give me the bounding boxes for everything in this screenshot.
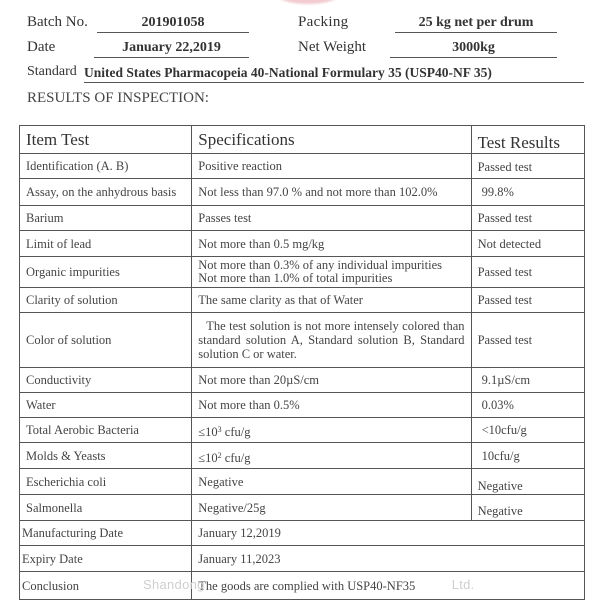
date-value: January 22,2019 [94,39,249,58]
table-row [20,495,585,521]
spec-cell: The test solution is not more intensely colored than standard solution A, Standard solution B, Standard solution C or water. [192,313,471,368]
item-cell: Color of solution [20,313,192,368]
spec-exponent: 3 [217,425,222,434]
standard-label: Standard [27,64,77,79]
spec-cell: Not more than 20µS/cm [192,368,471,393]
spec-cell: Not more than 0.5% [192,393,471,418]
results-of-inspection-title: RESULTS OF INSPECTION: [27,90,209,106]
date-label: Date [27,39,56,55]
item-cell: Total Aerobic Bacteria [20,418,192,443]
inspection-table [19,125,585,600]
net-weight-value: 3000kg [390,39,557,58]
batch-label: Batch No. [27,14,88,30]
table-row [20,257,585,288]
result-cell: 99.8% [471,179,584,206]
item-cell: Barium [20,206,192,231]
table-row [20,313,585,368]
result-cell: 10cfu/g [471,443,584,469]
expiry-date-row [20,546,585,572]
item-cell: Clarity of solution [20,288,192,313]
expiry-date-label: Expiry Date [20,546,192,572]
conclusion-text: The goods are complied with USP40-NF35 [198,578,416,593]
spec-cell [192,257,471,288]
conclusion-label: Conclusion [20,572,192,600]
table-row [20,288,585,313]
result-cell: Passed test [471,288,584,313]
column-header-specifications: Specifications [192,126,471,154]
spec-prefix: ≤10 [198,450,218,465]
spec-cell: Positive reaction [192,154,471,179]
packing-label: Packing [298,14,349,30]
result-cell: Passed test [471,313,584,368]
packing-value: 25 kg net per drum [395,14,557,33]
spec-cell: Negative [192,469,471,495]
red-seal-stamp [268,0,348,4]
spec-cell [192,443,471,469]
result-cell: 0.03% [471,393,584,418]
net-weight-label: Net Weight [298,39,367,55]
item-cell: Limit of lead [20,231,192,257]
spec-cell: Not more than 0.5 mg/kg [192,231,471,257]
result-cell: 9.1µS/cm [471,368,584,393]
item-cell: Escherichia coli [20,469,192,495]
result-cell: <10cfu/g [471,418,584,443]
spec-suffix: cfu/g [221,425,251,439]
table-row [20,231,585,257]
spec-cell: Not less than 97.0 % and not more than 102.0% [192,179,471,206]
table-row [20,393,585,418]
result-cell: Passed test [471,257,584,288]
batch-value: 201901058 [97,14,249,33]
column-header-test-results: Test Results [471,126,584,154]
item-cell: Organic impurities [20,257,192,288]
item-cell: Identification (A. B) [20,154,192,179]
spec-cell: The same clarity as that of Water [192,288,471,313]
spec-line: Not more than 0.3% of any individual impurities [198,258,442,272]
spec-cell [192,418,471,443]
watermark-right-text: Ltd. [451,577,475,592]
standard-value: United States Pharmacopeia 40-National Formulary 35 (USP40-NF 35) [84,64,584,83]
spec-cell: Negative/25g [192,495,471,521]
table-row [20,206,585,231]
manufacturing-date-row [20,521,585,546]
spec-cell: Passes test [192,206,471,231]
table-header-row [20,126,585,154]
item-cell: Conductivity [20,368,192,393]
spec-line: Not more than 1.0% of total impurities [198,271,393,285]
manufacturing-date-label: Manufacturing Date [20,521,192,546]
watermark-left-text: Shandong [143,577,205,592]
spec-exponent: 2 [217,450,222,460]
spec-prefix: ≤10 [198,425,218,439]
item-cell: Water [20,393,192,418]
result-cell: Negative [471,495,584,521]
table-row [20,418,585,443]
result-cell: Passed test [471,206,584,231]
result-cell: Negative [471,469,584,495]
spec-suffix: cfu/g [221,450,251,465]
item-cell: Molds & Yeasts [20,443,192,469]
result-cell: Passed test [471,154,584,179]
manufacturing-date-value: January 12,2019 [192,521,585,546]
result-cell: Not detected [471,231,584,257]
company-watermark [143,577,475,592]
table-row [20,443,585,469]
expiry-date-value: January 11,2023 [192,546,585,572]
item-cell: Assay, on the anhydrous basis [20,179,192,206]
table-row [20,469,585,495]
table-row [20,368,585,393]
column-header-item-test: Item Test [20,126,192,154]
table-row [20,179,585,206]
item-cell: Salmonella [20,495,192,521]
table-row [20,154,585,179]
